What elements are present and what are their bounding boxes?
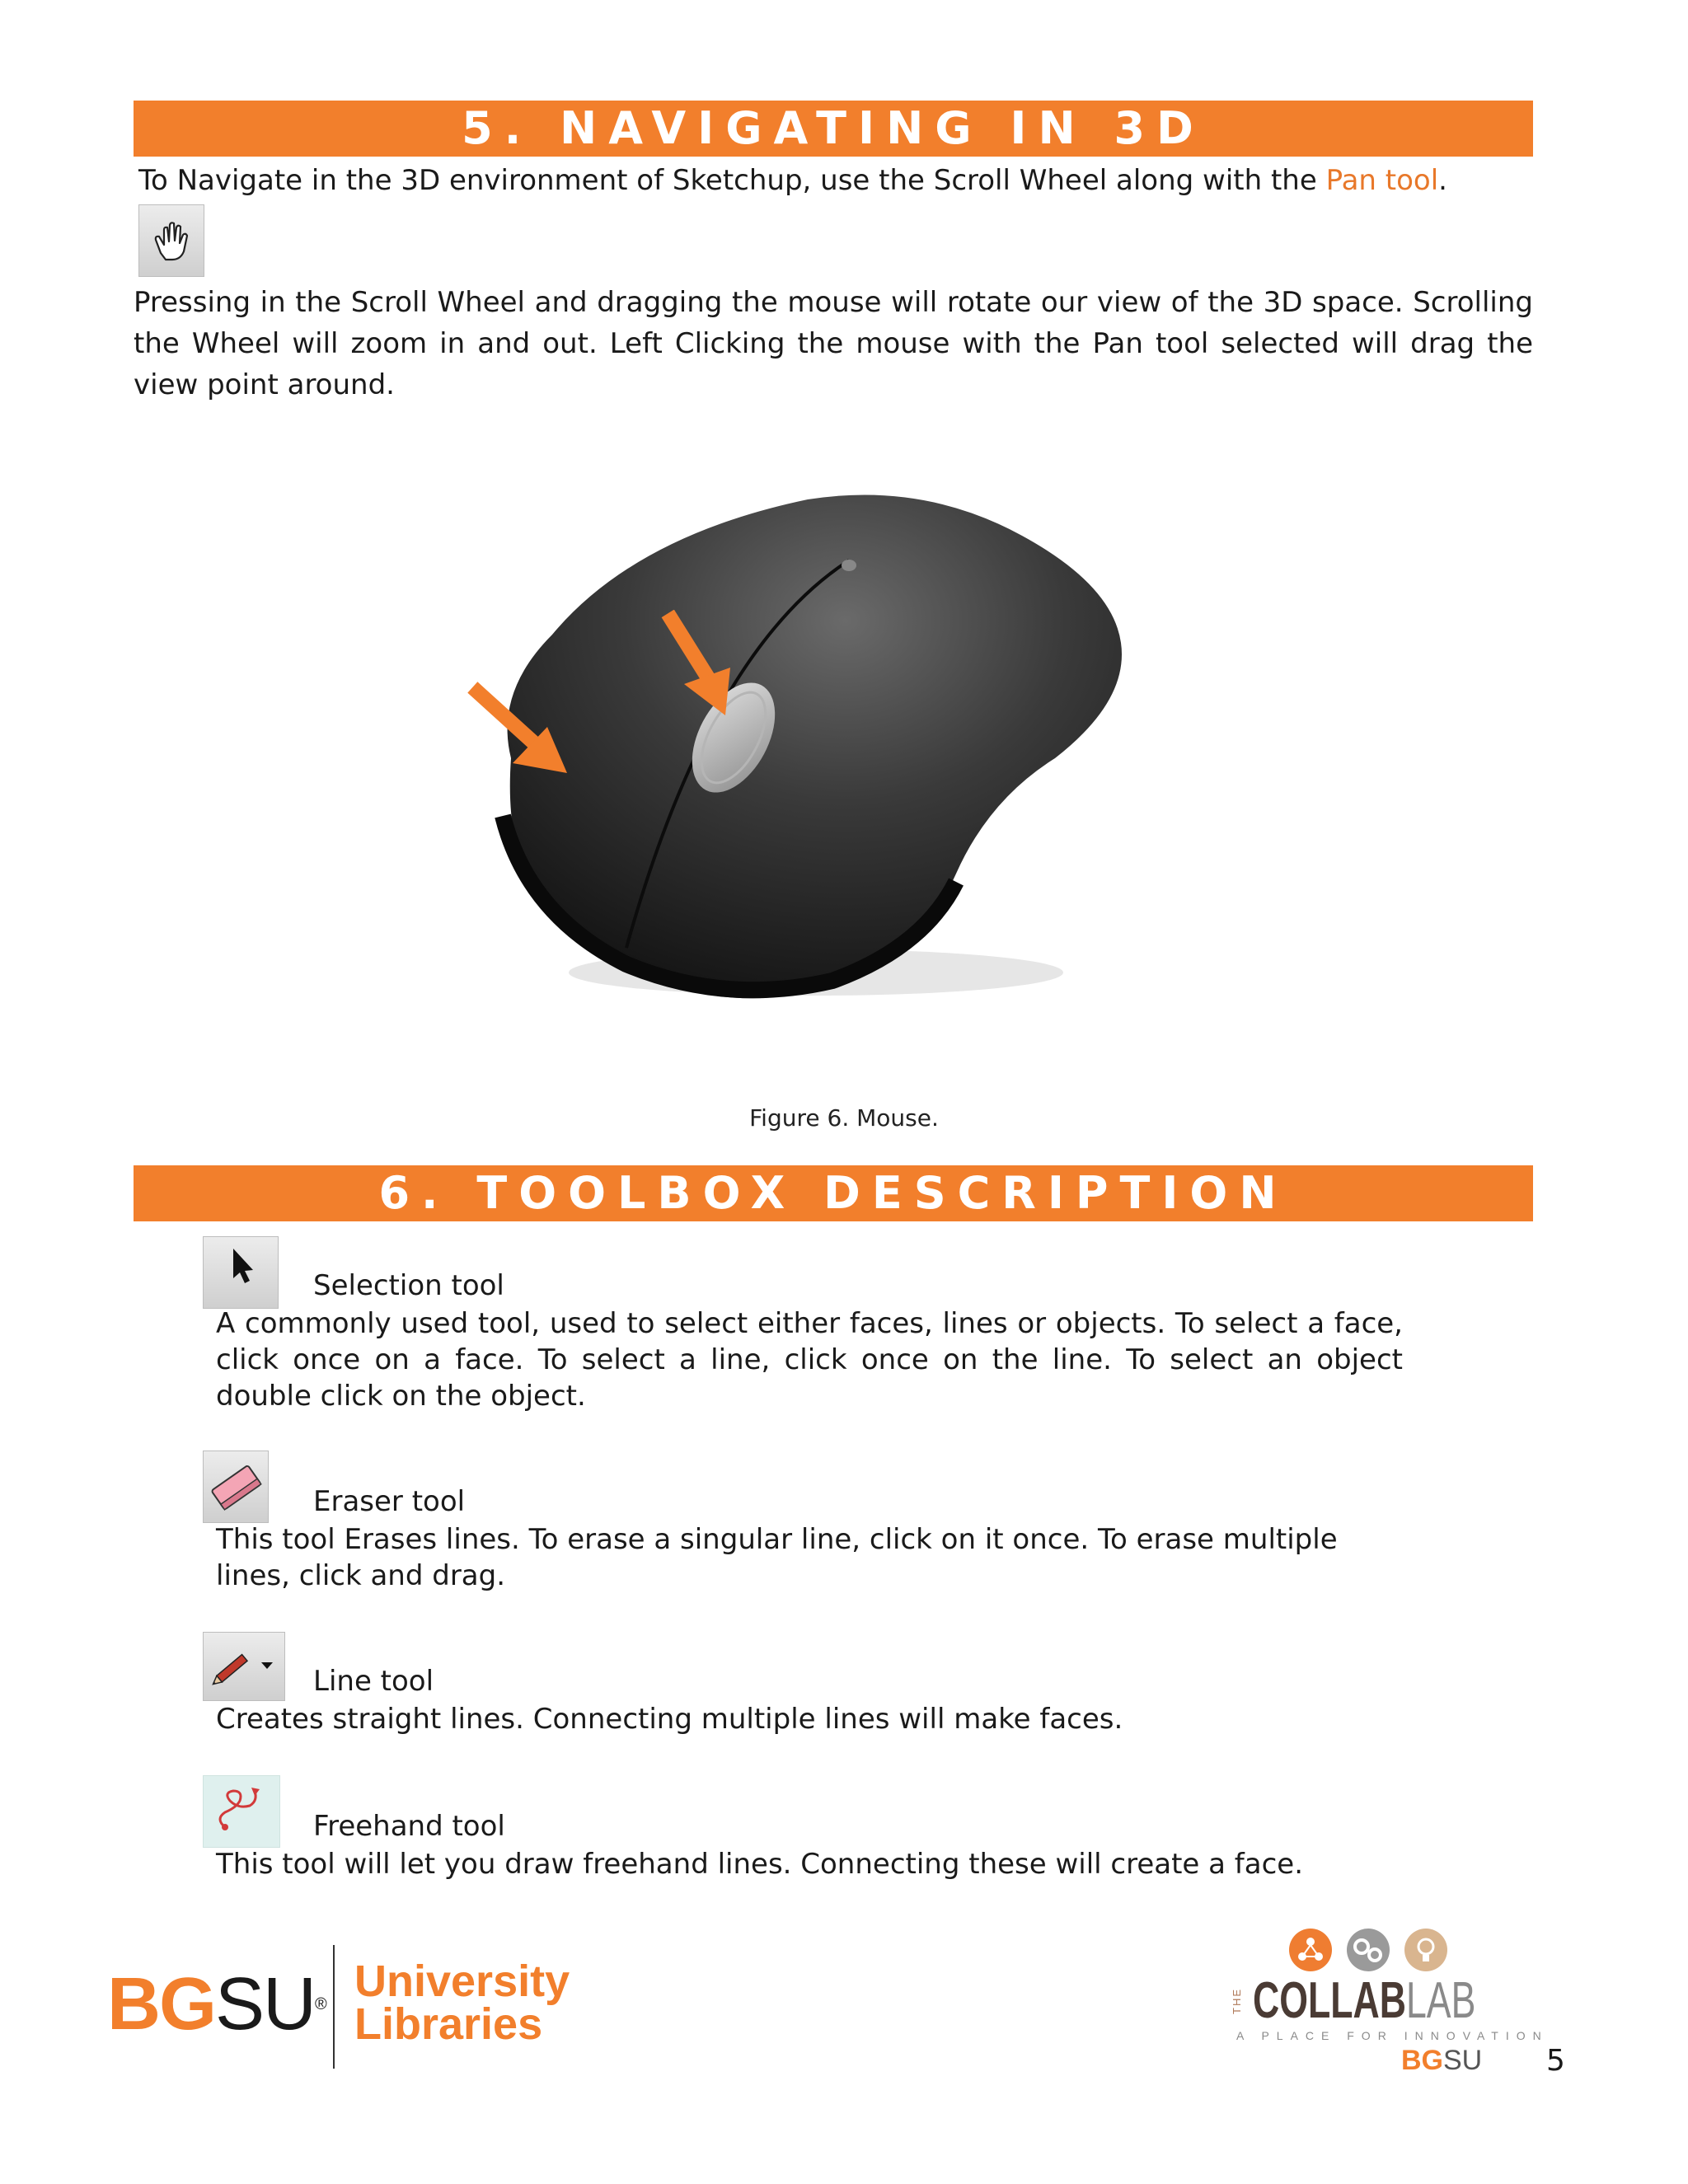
scroll-wheel-arrow-icon [672,620,730,715]
line-tool-description: Creates straight lines. Connecting multiple lines will make faces. [216,1703,1123,1736]
bgsu-logo [107,1963,326,2046]
libraries-line-1: University [354,1957,570,2006]
freehand-tool-description: This tool will let you draw freehand lines. Connecting these will create a face. [216,1848,1304,1881]
collablab-the: THE [1231,1988,1243,2014]
collablab-bgsu-su: SU [1443,2045,1483,2076]
registered-mark: ® [315,1995,326,2013]
line-tool-title: Line tool [313,1665,434,1698]
freehand-icon [203,1775,280,1848]
collablab-wordmark [1231,1972,1487,2029]
freehand-tool-title: Freehand tool [313,1810,505,1843]
bgsu-logo-su: SU [215,1963,316,2046]
intro-end: . [1438,164,1447,197]
navigation-body: Pressing in the Scroll Wheel and dragging the mouse will rotate our view of the 3D space. Scrolling the Wheel will zoom in and out. Left Clicking the mouse with the Pan tool selected will drag the view point around. [134,286,1533,401]
university-libraries-logo [354,1957,570,2049]
section-5-heading: 5. NAVIGATING IN 3D [134,101,1533,157]
intro-paragraph [138,160,1540,201]
pan-hand-icon [138,204,204,277]
collablab-name-lab: LAB [1405,1972,1476,2029]
collablab-bgsu-bg: BG [1401,2045,1443,2076]
selection-tool-title: Selection tool [313,1269,504,1302]
selection-tool-description: A commonly used tool, used to select either faces, lines or objects. To select a face, click once on a face. To select a line, click once on the line. To select an object double click on the object. [216,1307,1403,1413]
intro-text: To Navigate in the 3D environment of Sketchup, use the Scroll Wheel along with the [138,164,1326,197]
eraser-tool-description: This tool Erases lines. To erase a singular line, click on it once. To erase multiple lines, click and drag. [216,1523,1338,1592]
pencil-icon [203,1632,285,1701]
figure-caption: Figure 6. Mouse. [749,1104,939,1132]
pan-tool-link[interactable]: Pan tool [1325,164,1439,197]
logo-divider [333,1945,335,2069]
eraser-tool-title: Eraser tool [313,1485,466,1518]
collablab-name-collab: COLLAB [1253,1972,1406,2029]
gears-icon [1347,1929,1390,1971]
collablab-name [1253,1972,1476,2029]
people-network-icon [1289,1929,1332,1971]
bgsu-logo-bg: BG [107,1963,215,2046]
lightbulb-icon [1404,1929,1447,1971]
section-6-heading: 6. TOOLBOX DESCRIPTION [134,1165,1533,1221]
libraries-line-2: Libraries [354,1999,543,2049]
arrows-overlay [462,610,791,808]
collablab-tagline: A PLACE FOR INNOVATION [1236,2029,1549,2042]
eraser-icon [203,1451,269,1523]
selection-arrow-icon [203,1236,279,1309]
collablab-icons [1286,1925,1451,1975]
page-number: 5 [1546,2044,1565,2078]
collablab-bgsu [1401,2046,1482,2075]
left-click-arrow-icon [478,692,567,773]
